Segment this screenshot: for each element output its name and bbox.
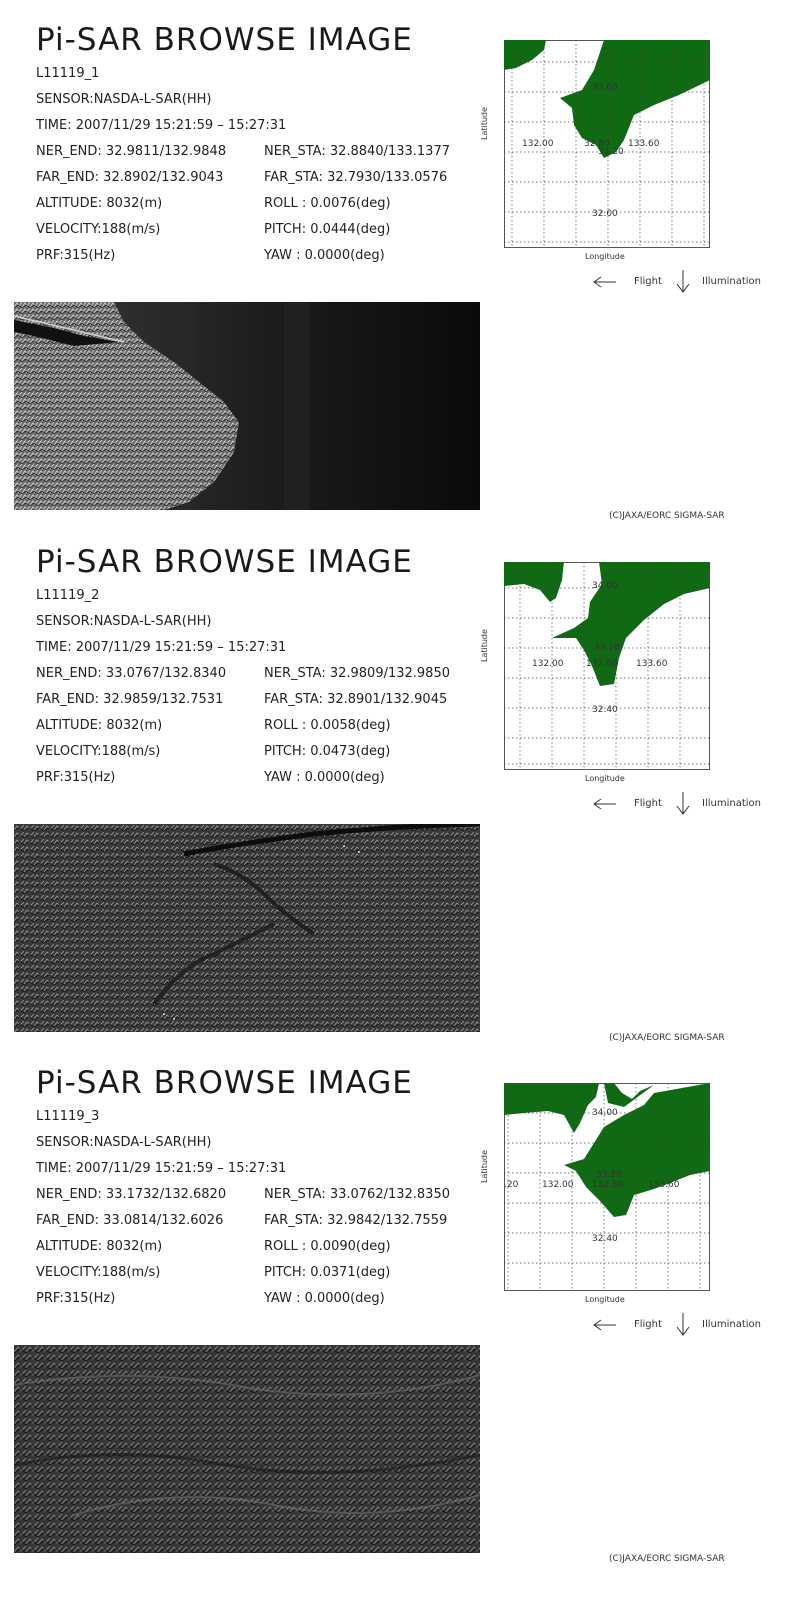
roll-text: ROLL : 0.0090(deg) <box>264 1239 391 1254</box>
browse-panel-3 <box>0 1043 785 1583</box>
illumination-arrow-icon <box>674 1313 692 1337</box>
map-label: 32.00 <box>592 209 618 219</box>
map-label: 34.00 <box>592 1108 618 1118</box>
far-sta-text: FAR_STA: 32.7930/133.0576 <box>264 170 448 185</box>
yaw-text: YAW : 0.0000(deg) <box>264 1291 385 1306</box>
map-label: 32.80 <box>584 139 610 149</box>
time-text: TIME: 2007/11/29 15:21:59 – 15:27:31 <box>36 640 287 655</box>
illumination-arrow-icon <box>674 270 692 294</box>
map-label: 32.40 <box>592 705 618 715</box>
scene-id: L11119_3 <box>36 1109 100 1124</box>
map-label: 132.00 <box>542 1180 574 1190</box>
map-label: 132.80 <box>592 1180 624 1190</box>
ner-end-text: NER_END: 33.1732/132.6820 <box>36 1187 227 1202</box>
flight-label: Flight <box>634 798 662 809</box>
far-sta-text: FAR_STA: 32.8901/132.9045 <box>264 692 448 707</box>
ner-sta-text: NER_STA: 32.8840/133.1377 <box>264 144 450 159</box>
latitude-axis-label: Latitude <box>480 629 489 662</box>
map-label: 132.00 <box>522 139 554 149</box>
panel-title: Pi-SAR BROWSE IMAGE <box>36 22 413 58</box>
illumination-label: Illumination <box>702 1319 761 1330</box>
sar-image <box>14 824 480 1032</box>
prf-text: PRF:315(Hz) <box>36 1291 116 1306</box>
browse-panel-2 <box>0 522 785 1062</box>
map-label: 34.00 <box>592 581 618 591</box>
map-label: 133.60 <box>636 659 668 669</box>
far-end-text: FAR_END: 33.0814/132.6026 <box>36 1213 224 1228</box>
location-map <box>504 1083 710 1291</box>
time-text: TIME: 2007/11/29 15:21:59 – 15:27:31 <box>36 1161 287 1176</box>
panel-title: Pi-SAR BROWSE IMAGE <box>36 1065 413 1101</box>
sar-image <box>14 302 480 510</box>
map-label: .20 <box>504 1180 519 1190</box>
scene-id: L11119_2 <box>36 588 100 603</box>
map-label: 33.60 <box>592 83 618 93</box>
velocity-text: VELOCITY:188(m/s) <box>36 222 161 237</box>
yaw-text: YAW : 0.0000(deg) <box>264 770 385 785</box>
scene-id: L11119_1 <box>36 66 100 81</box>
panel-title: Pi-SAR BROWSE IMAGE <box>36 544 413 580</box>
illumination-label: Illumination <box>702 276 761 287</box>
far-sta-text: FAR_STA: 32.9842/132.7559 <box>264 1213 448 1228</box>
map-label: 132.00 <box>532 659 564 669</box>
sensor-text: SENSOR:NASDA-L-SAR(HH) <box>36 1135 212 1150</box>
map-label: 33.20 <box>594 643 620 653</box>
location-map <box>504 562 710 770</box>
pitch-text: PITCH: 0.0371(deg) <box>264 1265 391 1280</box>
altitude-text: ALTITUDE: 8032(m) <box>36 196 163 211</box>
longitude-axis-label: Longitude <box>585 1295 625 1304</box>
illumination-arrow-icon <box>674 792 692 816</box>
flight-label: Flight <box>634 1319 662 1330</box>
map-label: 33.20 <box>598 147 624 157</box>
latitude-axis-label: Latitude <box>480 107 489 140</box>
flight-arrow-icon <box>590 1313 630 1337</box>
sensor-text: SENSOR:NASDA-L-SAR(HH) <box>36 92 212 107</box>
copyright-credit: (C)JAXA/EORC SIGMA-SAR <box>609 1033 725 1043</box>
longitude-axis-label: Longitude <box>585 252 625 261</box>
map-label: 133.60 <box>648 1180 680 1190</box>
far-end-text: FAR_END: 32.8902/132.9043 <box>36 170 224 185</box>
flight-label: Flight <box>634 276 662 287</box>
sar-image <box>14 1345 480 1553</box>
ner-sta-text: NER_STA: 32.9809/132.9850 <box>264 666 450 681</box>
yaw-text: YAW : 0.0000(deg) <box>264 248 385 263</box>
map-label: 32.40 <box>592 1234 618 1244</box>
pitch-text: PITCH: 0.0444(deg) <box>264 222 391 237</box>
location-map <box>504 40 710 248</box>
prf-text: PRF:315(Hz) <box>36 770 116 785</box>
altitude-text: ALTITUDE: 8032(m) <box>36 718 163 733</box>
map-label: 33.20 <box>596 1170 622 1180</box>
map-label: 132.80 <box>586 659 618 669</box>
ner-end-text: NER_END: 32.9811/132.9848 <box>36 144 227 159</box>
roll-text: ROLL : 0.0058(deg) <box>264 718 391 733</box>
roll-text: ROLL : 0.0076(deg) <box>264 196 391 211</box>
velocity-text: VELOCITY:188(m/s) <box>36 744 161 759</box>
browse-panel-1 <box>0 0 785 540</box>
illumination-label: Illumination <box>702 798 761 809</box>
latitude-axis-label: Latitude <box>480 1150 489 1183</box>
far-end-text: FAR_END: 32.9859/132.7531 <box>36 692 224 707</box>
map-label: 133.60 <box>628 139 660 149</box>
copyright-credit: (C)JAXA/EORC SIGMA-SAR <box>609 1554 725 1564</box>
altitude-text: ALTITUDE: 8032(m) <box>36 1239 163 1254</box>
longitude-axis-label: Longitude <box>585 774 625 783</box>
prf-text: PRF:315(Hz) <box>36 248 116 263</box>
ner-end-text: NER_END: 33.0767/132.8340 <box>36 666 227 681</box>
sensor-text: SENSOR:NASDA-L-SAR(HH) <box>36 614 212 629</box>
flight-arrow-icon <box>590 270 630 294</box>
flight-arrow-icon <box>590 792 630 816</box>
copyright-credit: (C)JAXA/EORC SIGMA-SAR <box>609 511 725 521</box>
velocity-text: VELOCITY:188(m/s) <box>36 1265 161 1280</box>
pitch-text: PITCH: 0.0473(deg) <box>264 744 391 759</box>
ner-sta-text: NER_STA: 33.0762/132.8350 <box>264 1187 450 1202</box>
time-text: TIME: 2007/11/29 15:21:59 – 15:27:31 <box>36 118 287 133</box>
